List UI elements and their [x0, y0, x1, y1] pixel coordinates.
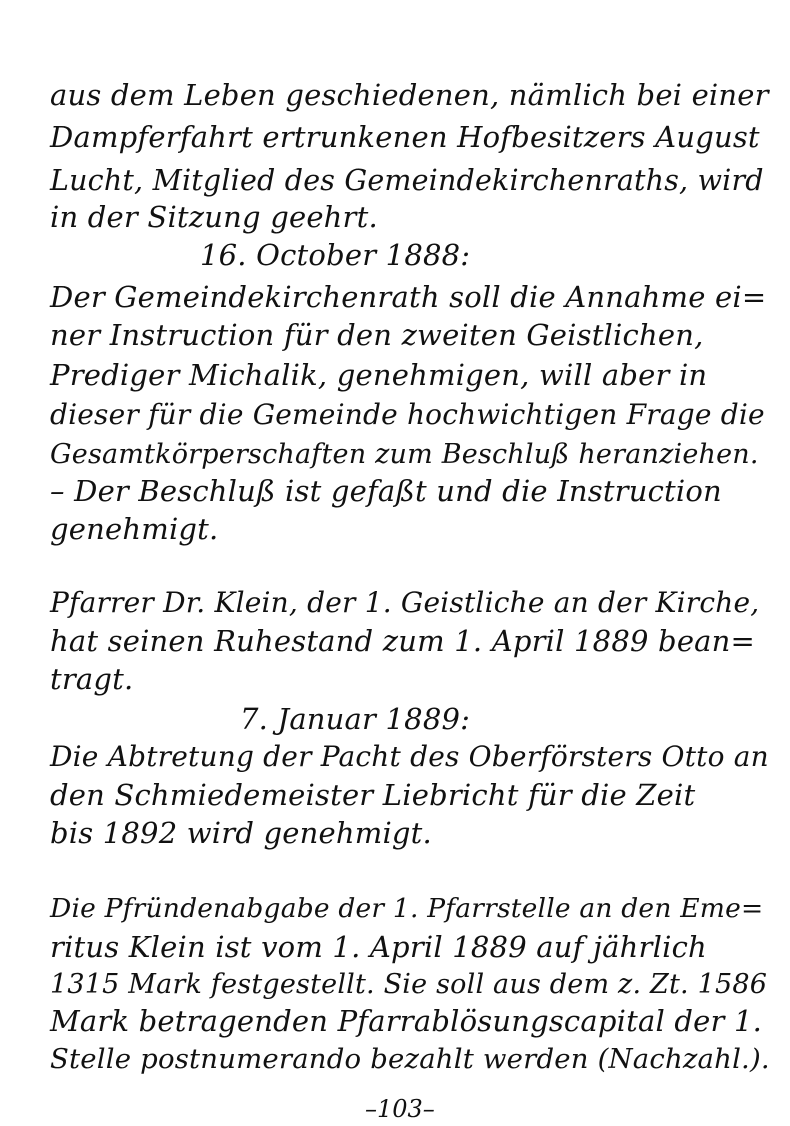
text-line-15: tragt. — [50, 662, 134, 696]
date-heading-1: 16. October 1888: — [200, 238, 471, 272]
text-line-19: bis 1892 wird genehmigt. — [50, 816, 432, 850]
text-line-3: Lucht, Mitglied des Gemeindekirchenraths, wird — [50, 164, 764, 197]
text-line-22: 1315 Mark festgestellt. Sie soll aus dem z. Zt. 1586 — [50, 969, 768, 1000]
text-line-23: Mark betragenden Pfarrablösungscapital der 1. — [50, 1004, 763, 1038]
text-line-13: Pfarrer Dr. Klein, der 1. Geistliche an der Kirche, — [50, 586, 760, 619]
text-line-6: Der Gemeindekirchenrath soll die Annahme ei= — [50, 280, 767, 314]
text-line-20: Die Pfründenabgabe der 1. Pfarrstelle an den Eme= — [50, 893, 764, 924]
text-line-2: Dampferfahrt ertrunkenen Hofbesitzers August — [50, 120, 760, 154]
text-line-24: Stelle postnumerando bezahlt werden (Nachzahl.). — [50, 1043, 770, 1075]
text-line-18: den Schmiedemeister Liebricht für die Zeit — [50, 778, 696, 812]
text-line-8: Prediger Michalik, genehmigen, will aber in — [50, 358, 708, 392]
text-line-17: Die Abtretung der Pacht des Oberförsters Otto an — [50, 740, 769, 773]
date-heading-2: 7. Januar 1889: — [240, 702, 471, 736]
text-line-21: ritus Klein ist vom 1. April 1889 auf jährlich — [50, 930, 707, 964]
text-line-9: dieser für die Gemeinde hochwichtigen Frage die — [50, 398, 765, 431]
page-number: –103– — [365, 1095, 435, 1123]
text-line-14: hat seinen Ruhestand zum 1. April 1889 bean= — [50, 624, 756, 658]
text-line-4: in der Sitzung geehrt. — [50, 200, 378, 234]
text-line-11: – Der Beschluß ist gefaßt und die Instruction — [50, 474, 722, 508]
text-line-12: genehmigt. — [50, 512, 219, 546]
text-line-7: ner Instruction für den zweiten Geistlichen, — [50, 318, 704, 352]
text-line-10: Gesamtkörperschaften zum Beschluß heranziehen. — [50, 439, 759, 470]
text-line-1: aus dem Leben geschiedenen, nämlich bei einer — [50, 78, 769, 112]
